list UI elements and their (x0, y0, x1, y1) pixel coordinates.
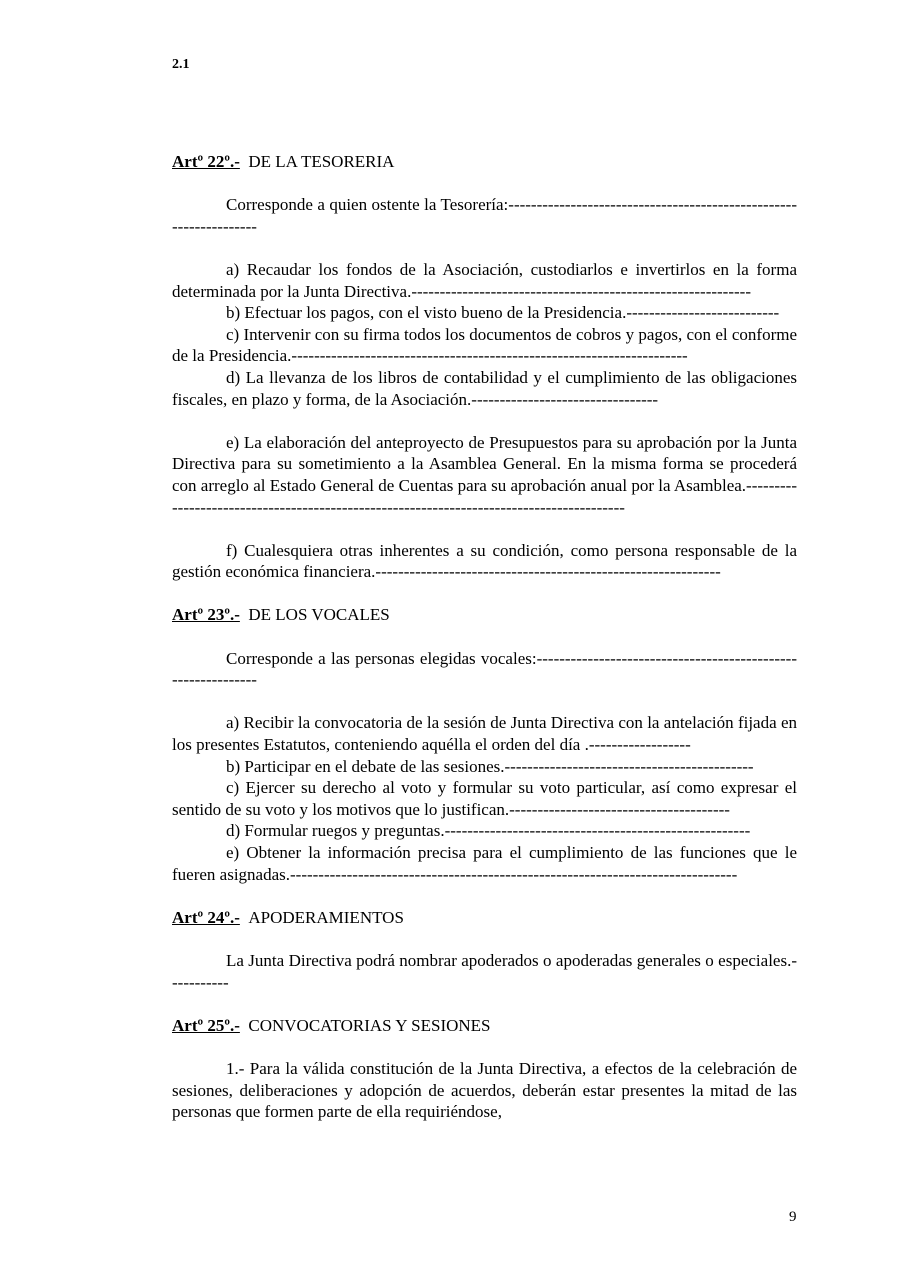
section-reference: 2.1 (172, 57, 190, 72)
article-22-item-b: b) Efectuar los pagos, con el visto bueno de la Presidencia.--------------------------- (226, 303, 780, 323)
article-22-title: DE LA TESORERIA (248, 152, 395, 171)
article-23-item-b: b) Participar en el debate de las sesiones.-------------------------------------------- (226, 756, 754, 776)
article-22-item-c: c) Intervenir con su firma todos los documentos de cobros y pagos, con el conforme de la Presidencia.---------------------------------------------------------------------- (172, 324, 797, 366)
article-25-label: Artº 25º.- (172, 1015, 240, 1035)
article-24-label: Artº 24º.- (172, 907, 240, 927)
article-22-item-a: a) Recaudar los fondos de la Asociación, custodiarlos e invertirlos en la forma determinada por la Junta Directiva.------------------------------------------------------------ (172, 259, 797, 301)
article-23-title: DE LOS VOCALES (248, 605, 390, 625)
article-23-intro: Corresponde a las personas elegidas vocales:------------------------------------------------------------- (172, 648, 797, 690)
article-25-body: 1.- Para la válida constitución de la Junta Directiva, a efectos de la celebración de sesiones, deliberaciones y adopción de acuerdos, deberán estar presentes la mitad de las personas que formen parte de ella requiriéndose, (172, 1058, 797, 1122)
article-22-item-e: e) La elaboración del anteproyecto de Presupuestos para su aprobación por la Junta Directiva para su sometimiento a la Asamblea General. En la misma forma se procederá con arreglo al Estado General de Cuentas para su aprobación anual por la Asamblea.----------------------------------------------------------------------------------------- (172, 432, 797, 517)
article-22-item-d: d) La llevanza de los libros de contabilidad y el cumplimiento de las obligaciones fiscales, en plazo y forma, de la Asociación.--------------------------------- (172, 367, 797, 409)
article-23-item-a: a) Recibir la convocatoria de la sesión de Junta Directiva con la antelación fijada en los presentes Estatutos, conteniendo aquélla el orden del día .------------------ (172, 713, 797, 755)
page-number: 9 (789, 1209, 797, 1225)
article-24-title: APODERAMIENTOS (248, 907, 404, 927)
article-22-item-f: f) Cualesquiera otras inherentes a su condición, como persona responsable de la gestión económica financiera.------------------------------------------------------------- (172, 540, 797, 582)
article-25-heading (172, 1015, 797, 1037)
article-22-heading (172, 151, 797, 173)
article-24-body: La Junta Directiva podrá nombrar apoderados o apoderadas generales o especiales.----------- (172, 950, 797, 992)
article-22-intro: Corresponde a quien ostente la Tesorería:------------------------------------------------------------------ (172, 195, 797, 236)
article-23-heading (172, 604, 797, 626)
article-25-title: CONVOCATORIAS Y SESIONES (248, 1015, 491, 1035)
article-23-item-c: c) Ejercer su derecho al voto y formular su voto particular, así como expresar el sentido de su voto y los motivos que lo justifican.--------------------------------------- (172, 778, 797, 819)
document-body (172, 151, 797, 1123)
article-24-heading (172, 907, 797, 929)
article-23-item-d: d) Formular ruegos y preguntas.------------------------------------------------------ (226, 821, 751, 841)
article-23-item-e: e) Obtener la información precisa para el cumplimiento de las funciones que le fueren asignadas.------------------------------------------------------------------------------- (172, 843, 797, 884)
article-23-label: Artº 23º.- (172, 605, 240, 625)
article-22-label: Artº 22º.- (172, 152, 240, 171)
